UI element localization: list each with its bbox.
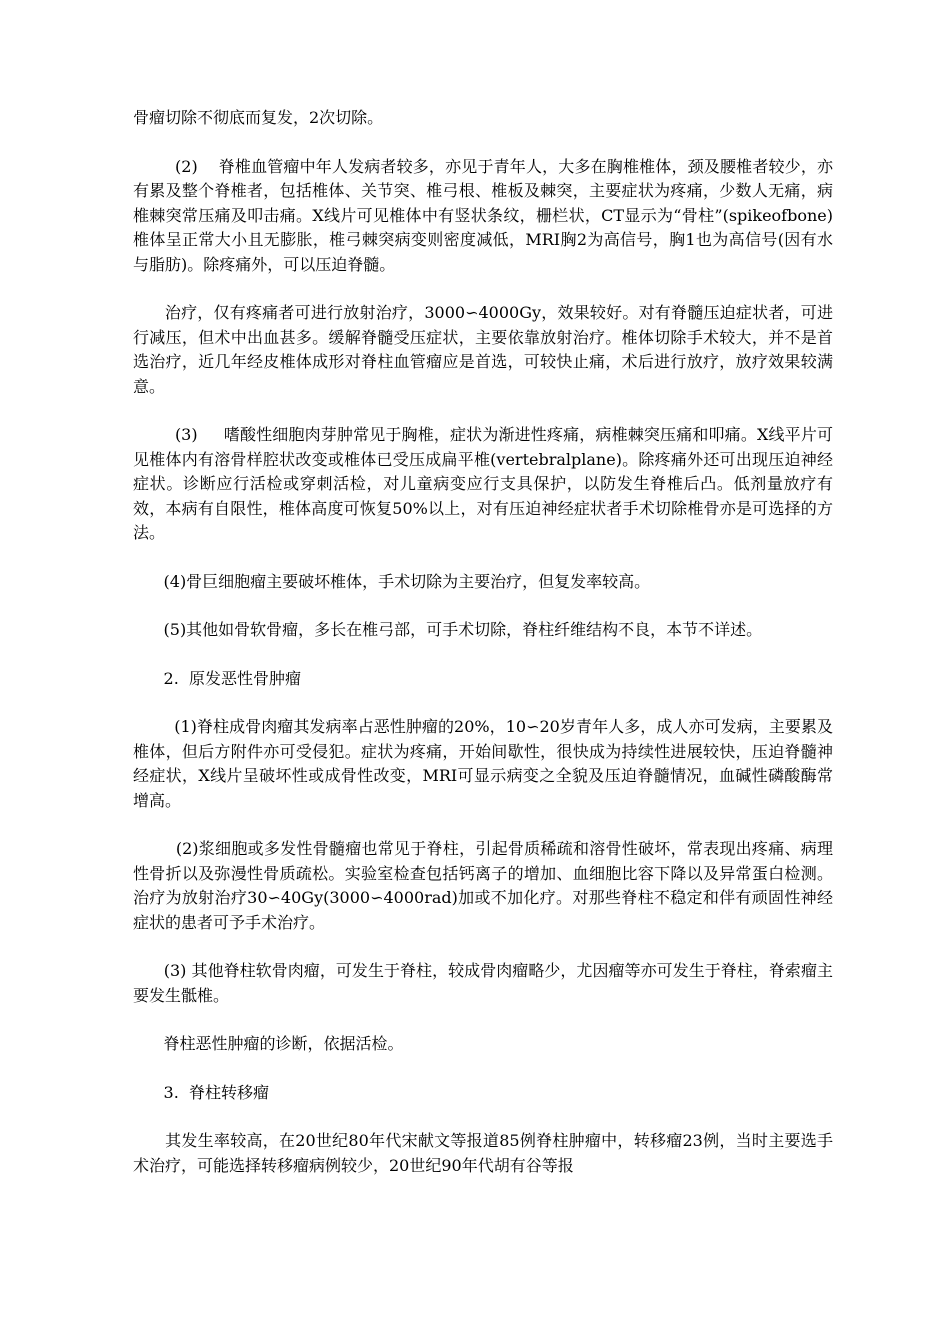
document-page [133,106,833,1178]
paragraph-6: (5)其他如骨软骨瘤，多长在椎弓部，可手术切除，脊柱纤维结构不良，本节不详述。 [133,620,763,639]
section-heading-3: 3. 脊柱转移瘤 [133,1082,269,1102]
paragraph-3: 治疗，仅有疼痛者可进行放射治疗，3000∽4000Gy，效果较好。对有脊髓压迫症状者，可进行减压，但术中出血甚多。缓解脊髓受压症状，主要依靠放射治疗。椎体切除手术较大，并不是首选治疗，近几年经皮椎体成形对脊柱血管瘤应是首选，可较快止痛，术后进行放疗，放疗效果较满意。 [133,303,833,396]
paragraph-4: (3) 嗜酸性细胞肉芽肿常见于胸椎，症状为渐进性疼痛，病椎棘突压痛和叩痛。X线平片可见椎体内有溶骨样腔状改变或椎体已受压成扁平椎(vertebralplane)。除疼痛外还可出现压迫神经症状。诊断应行活检或穿刺活检，对儿童病变应行支具保护，以防发生脊椎后凸。低剂量放疗有效，本病有自限性，椎体高度可恢复50%以上，对有压迫神经症状者手术切除椎骨亦是可选择的方法。 [133,425,833,542]
paragraph-8: (2)浆细胞或多发性骨髓瘤也常见于脊柱，引起骨质稀疏和溶骨性破坏，常表现出疼痛、病理性骨折以及弥漫性骨质疏松。实验室检查包括钙离子的增加、血细胞比容下降以及异常蛋白检测。治疗为放射治疗30∽40Gy(3000∽4000rad)加或不加化疗。对那些脊柱不稳定和伴有顽固性神经症状的患者可予手术治疗。 [133,839,833,932]
paragraph-2: (2) 脊椎血管瘤中年人发病者较多，亦见于青年人，大多在胸椎椎体，颈及腰椎者较少，亦有累及整个脊椎者，包括椎体、关节突、椎弓根、椎板及棘突，主要症状为疼痛，少数人无痛，病椎棘突常压痛及叩击痛。X线片可见椎体中有竖状条纹，栅栏状，CT显示为“骨柱”(spikeofbone)椎体呈正常大小且无膨胀，椎弓棘突病变则密度减低，MRI胸2为高信号，胸1也为高信号(因有水与脂肪)。除疼痛外，可以压迫脊髓。 [133,156,833,274]
paragraph-1: 骨瘤切除不彻底而复发，2次切除。 [133,108,384,127]
paragraph-9: (3) 其他脊柱软骨肉瘤，可发生于脊柱，较成骨肉瘤略少，尤因瘤等亦可发生于脊柱，脊索瘤主要发生骶椎。 [133,961,833,1005]
paragraph-7: (1)脊柱成骨肉瘤其发病率占恶性肿瘤的20%，10∽20岁青年人多，成人亦可发病，主要累及椎体，但后方附件亦可受侵犯。症状为疼痛，开始间歇性，很快成为持续性进展较快，压迫脊髓神经症状，X线片呈破坏性或成骨性改变，MRI可显示病变之全貌及压迫脊髓情况，血碱性磷酸酶常增高。 [133,717,834,810]
section-heading-2: 2. 原发恶性骨肿瘤 [133,668,301,688]
paragraph-10: 脊柱恶性肿瘤的诊断，依据活检。 [133,1034,404,1053]
paragraph-5: (4)骨巨细胞瘤主要破坏椎体，手术切除为主要治疗，但复发率较高。 [133,571,651,591]
paragraph-11: 其发生率较高，在20世纪80年代宋献文等报道85例脊柱肿瘤中，转移瘤23例，当时主要选手术治疗，可能选择转移瘤病例较少，20世纪90年代胡有谷等报 [133,1131,833,1175]
